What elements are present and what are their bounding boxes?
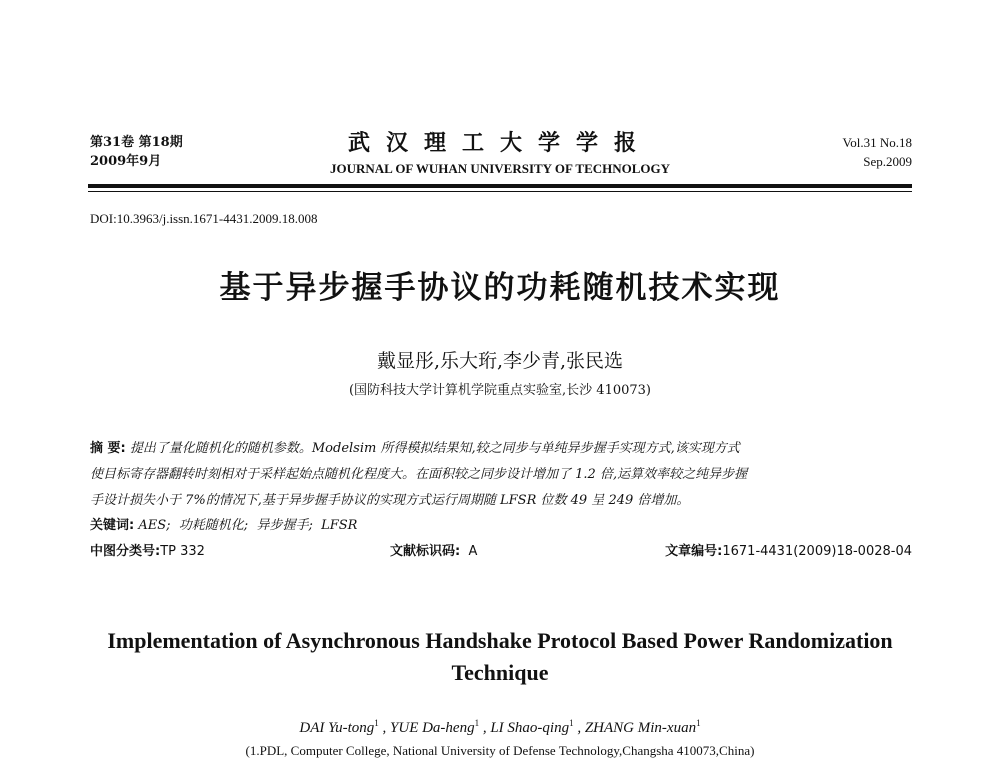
header-rule-thick (88, 184, 912, 188)
clc-label: 中图分类号: (90, 544, 161, 559)
author-en: ZHANG Min-xuan (584, 720, 697, 736)
author-sup: 1 (374, 718, 379, 728)
author-sup: 1 (569, 718, 574, 728)
journal-name-en: JOURNAL OF WUHAN UNIVERSITY OF TECHNOLOGY (329, 161, 671, 176)
volume-issue-en: Vol.31 No.18 (842, 135, 912, 150)
abstract-label: 摘 要: (90, 441, 126, 456)
author-en: LI Shao-qing (490, 720, 570, 736)
journal-name-cn: 武汉理工大学学报 (347, 130, 652, 156)
authors-cn: 戴显彤,乐大珩,李少青,张民选 (376, 350, 624, 372)
article-number-value: 1671-4431(2009)18-0028-04 (722, 544, 912, 559)
journal-issue-cn (90, 133, 183, 171)
doc-code-value: A (468, 544, 478, 559)
author-sup: 1 (474, 718, 480, 728)
paper-title-cn: 基于异步握手协议的功耗随机技术实现 (219, 270, 781, 306)
keyword-item: LFSR (321, 518, 358, 533)
keywords-label: 关键词: (90, 518, 135, 533)
author-en: DAI Yu-tong (299, 720, 375, 736)
clc-number (90, 540, 205, 559)
clc-value: TP 332 (160, 544, 205, 559)
article-number (665, 540, 912, 559)
date-cn: 2009年9月 (90, 154, 162, 169)
abstract-text: 提出了量化随机化的随机参数。Modelsim 所得模拟结果知,较之同步与单纯异步握手实现方式,该实现方式 (129, 441, 740, 456)
doi: DOI:10.3963/j.issn.1671-4431.2009.18.008 (90, 211, 318, 226)
abstract-line: 手设计损失小于 7%的情况下,基于异步握手协议的实现方式运行周期随 LFSR 位数 49 呈 249 倍增加。 (90, 493, 690, 508)
author-sup: 1 (696, 718, 701, 728)
journal-issue-en (843, 133, 912, 171)
paper-title-en: Implementation of Asynchronous Handshake Protocol Based Power Randomization Technique (107, 628, 893, 685)
abstract-line: 使目标寄存器翻转时刻相对于采样起始点随机化程度大。在面积较之同步设计增加了 1.2 倍,运算效率较之纯异步握 (90, 467, 748, 482)
keyword-item: 异步握手; (256, 518, 313, 533)
affiliation-en: (1.PDL, Computer College, National University of Defense Technology,Changsha 410073,China) (245, 743, 755, 758)
doc-code-label: 文献标识码: (390, 544, 461, 559)
authors-en: DAI Yu-tong$^1$ , YUE Da-heng$^1$ , LI Shao-qing$^1$ , ZHANG Min-xuan$^1$ (299, 718, 701, 736)
affiliation-cn: (国防科技大学计算机学院重点实验室,长沙 410073) (348, 383, 652, 398)
journal-masthead (250, 126, 750, 177)
author-en: YUE Da-heng (390, 720, 475, 736)
date-en: Sep.2009 (863, 154, 912, 169)
keywords (90, 514, 357, 533)
keyword-item: AES; (138, 518, 171, 533)
abstract-line (90, 436, 912, 462)
abstract (90, 436, 912, 514)
keyword-item: 功耗随机化; (178, 518, 249, 533)
article-number-label: 文章编号: (665, 544, 723, 559)
volume-issue-cn: 第31卷 第18期 (90, 135, 183, 150)
header-rule-thin (88, 191, 912, 192)
document-code (390, 540, 477, 559)
